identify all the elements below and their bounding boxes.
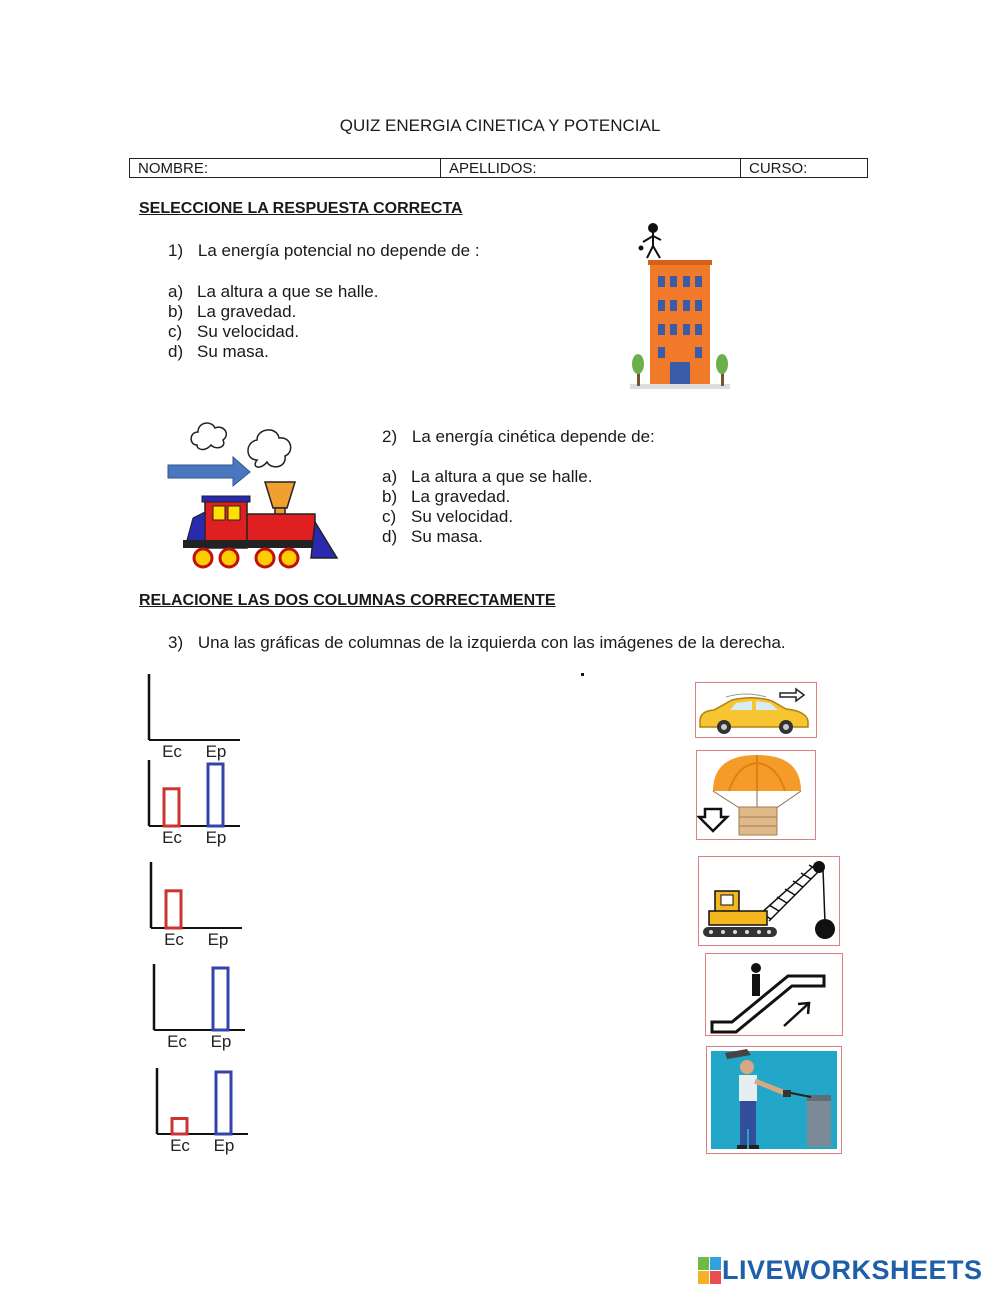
bar-ec <box>166 891 181 928</box>
option-c[interactable]: c) Su velocidad. <box>168 322 300 341</box>
tick-label-ep: Ep <box>205 828 227 847</box>
question-text: La energía potencial no depende de : <box>197 241 480 260</box>
parachute-icon <box>697 751 815 839</box>
cloud-icon <box>191 423 291 467</box>
energy-column-chart-2[interactable] <box>146 758 246 850</box>
match-image-crane[interactable] <box>698 856 840 946</box>
liveworksheets-logo[interactable] <box>698 1255 983 1286</box>
car-icon <box>696 683 816 737</box>
energy-column-chart-1[interactable] <box>146 672 246 764</box>
option-c[interactable]: c) Su velocidad. <box>382 507 514 526</box>
tick-label-ec: Ec <box>164 930 184 949</box>
question-3 <box>168 633 786 653</box>
energy-column-chart-5[interactable] <box>154 1066 254 1158</box>
question-number: 3) <box>168 633 184 652</box>
student-info-table <box>129 158 868 178</box>
person-icon <box>643 224 661 258</box>
bar-ep <box>216 1072 231 1134</box>
question-1-options <box>168 282 378 362</box>
section-heading-match: RELACIONE LAS DOS COLUMNAS CORRECTAMENTE <box>139 592 556 609</box>
worker-icon <box>707 1047 841 1153</box>
match-image-escalator[interactable] <box>705 953 843 1036</box>
option-b[interactable]: b) La gravedad. <box>168 302 297 321</box>
option-b[interactable]: b) La gravedad. <box>382 487 511 506</box>
liveworksheets-badge-icon <box>698 1257 722 1285</box>
tick-label-ec: Ec <box>167 1032 187 1051</box>
tick-label-ep: Ep <box>210 1032 232 1051</box>
escalator-icon <box>706 954 842 1035</box>
section-heading-select: SELECCIONE LA RESPUESTA CORRECTA <box>139 200 463 217</box>
option-d[interactable]: d) Su masa. <box>382 527 483 546</box>
tick-label-ec: Ec <box>170 1136 190 1155</box>
question-1 <box>168 241 480 261</box>
arrow-right-icon <box>168 457 250 486</box>
course-field[interactable]: CURSO: <box>749 160 808 177</box>
question-2 <box>382 427 655 447</box>
match-image-worker[interactable] <box>706 1046 842 1154</box>
question-text: La energía cinética depende de: <box>411 427 655 446</box>
tick-label-ec: Ec <box>162 742 182 761</box>
page-title: QUIZ ENERGIA CINETICA Y POTENCIAL <box>339 116 661 135</box>
tick-label-ep: Ep <box>207 930 229 949</box>
name-field[interactable]: NOMBRE: <box>130 159 441 177</box>
logo-text: LIVEWORKSHEETS <box>722 1255 983 1285</box>
question-text: Una las gráficas de columnas de la izquierda con las imágenes de la derecha. <box>197 633 786 652</box>
tick-label-ep: Ep <box>205 742 227 761</box>
option-a[interactable]: a) La altura a que se halle. <box>168 282 379 301</box>
energy-column-chart-4[interactable] <box>151 962 251 1054</box>
crane-icon <box>699 857 839 945</box>
option-a[interactable]: a) La altura a que se halle. <box>382 467 593 486</box>
bar-ep <box>208 764 223 826</box>
bar-ep <box>213 968 228 1030</box>
stray-dot <box>581 673 584 676</box>
question-number: 2) <box>382 427 398 446</box>
match-image-car[interactable] <box>695 682 817 738</box>
building-illustration <box>625 220 735 395</box>
energy-column-chart-3[interactable] <box>148 860 248 952</box>
option-d[interactable]: d) Su masa. <box>168 342 269 361</box>
question-number: 1) <box>168 241 184 260</box>
tick-label-ec: Ec <box>162 828 182 847</box>
surname-field[interactable]: APELLIDOS: <box>441 159 741 177</box>
bar-ec <box>172 1119 187 1135</box>
question-2-options <box>382 467 592 547</box>
match-image-parachute[interactable] <box>696 750 816 840</box>
tick-label-ep: Ep <box>213 1136 235 1155</box>
train-illustration <box>165 410 345 575</box>
bar-ec <box>164 789 179 826</box>
